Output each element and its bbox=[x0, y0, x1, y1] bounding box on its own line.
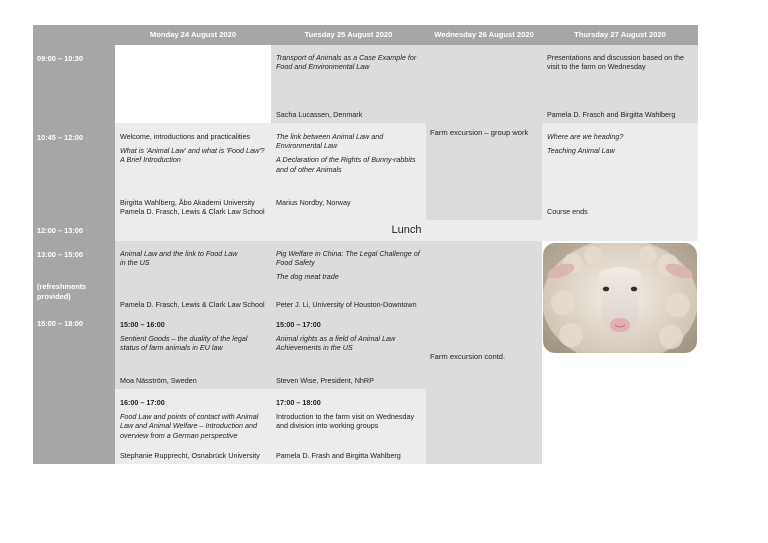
mon-slot-2 bbox=[115, 123, 271, 220]
time-slot-4-range: 13:00 – 15:00 bbox=[37, 250, 84, 259]
speaker: Pamela D. Frasch, Lewis & Clark Law School bbox=[120, 206, 265, 216]
speaker: Steven Wise, President, NhRP bbox=[276, 375, 374, 385]
session-title: Introduction to the farm visit on Wednesday and division into working groups bbox=[276, 412, 415, 431]
session-title: The link between Animal Law and Environmental Law bbox=[276, 132, 384, 151]
session-time: 15:00 – 17:00 bbox=[276, 320, 321, 329]
header-thursday: Thursday 27 August 2020 bbox=[542, 25, 698, 45]
excursion-label: Farm excursion contd. bbox=[430, 351, 506, 361]
session-time: 15:00 – 16:00 bbox=[120, 320, 165, 329]
tue-slot-1 bbox=[271, 45, 426, 123]
session-title: Welcome, introductions and practicalities bbox=[120, 132, 251, 141]
wed-excursion-group-work bbox=[426, 45, 542, 220]
thu-slot-1 bbox=[542, 45, 698, 123]
header-monday: Monday 24 August 2020 bbox=[115, 25, 271, 45]
wed-excursion-contd bbox=[426, 241, 542, 464]
time-slot-5: 15:00 – 18:00 bbox=[33, 313, 115, 464]
tue-slot-6 bbox=[271, 389, 426, 464]
time-slot-2: 10:45 – 12:00 bbox=[33, 123, 115, 220]
session-time: 16:00 – 17:00 bbox=[120, 398, 165, 407]
header-corner bbox=[33, 25, 115, 45]
speaker: Peter J. Li, University of Houston-Downtown bbox=[276, 299, 417, 309]
header-tuesday: Tuesday 25 August 2020 bbox=[271, 25, 426, 45]
speaker: Pamela D. Frasch, Lewis & Clark Law School bbox=[120, 299, 265, 309]
session-title: Transport of Animals as a Case Example for Food and Environmental Law bbox=[276, 53, 417, 72]
time-slot-1: 09:00 – 10:30 bbox=[33, 45, 115, 123]
speaker: Pamela D. Frash and Birgitta Wahlberg bbox=[276, 450, 401, 460]
mon-slot-1-empty bbox=[115, 45, 271, 123]
mon-slot-6 bbox=[115, 389, 271, 464]
lunch-banner: Lunch bbox=[115, 220, 698, 241]
session-title: Sentient Goods – the duality of the legal status of farm animals in EU law bbox=[120, 334, 248, 353]
speaker: Marius Nordby, Norway bbox=[276, 197, 351, 207]
mon-slot-4 bbox=[115, 241, 271, 313]
session-time: 17:00 – 18:00 bbox=[276, 398, 321, 407]
session-title: Food Law and points of contact with Animal Law and Animal Welfare – Introduction and overview from a German perspective bbox=[120, 412, 259, 440]
tue-slot-2 bbox=[271, 123, 426, 220]
session-title: Achievements in the US bbox=[276, 343, 353, 353]
speaker: Birgitta Wahlberg, Åbo Akademi University bbox=[120, 197, 255, 207]
session-title: Presentations and discussion based on the visit to the farm on Wednesday bbox=[547, 53, 685, 72]
session-title: Animal rights as a field of Animal Law bbox=[276, 334, 396, 344]
session-title: Animal Law and the link to Food Law in the US bbox=[120, 249, 238, 268]
session-title: Teaching Animal Law bbox=[547, 146, 615, 156]
mon-slot-5 bbox=[115, 313, 271, 389]
excursion-label: Farm excursion – group work bbox=[430, 127, 529, 137]
session-title: The dog meat trade bbox=[276, 272, 339, 282]
tue-slot-5 bbox=[271, 313, 426, 389]
sheep-photo bbox=[543, 243, 697, 353]
speaker: Sacha Lucassen, Denmark bbox=[276, 109, 363, 119]
time-slot-lunch: 12:00 – 13:00 bbox=[33, 220, 115, 241]
header-wednesday: Wednesday 26 August 2020 bbox=[426, 25, 542, 45]
time-slot-4 bbox=[33, 241, 115, 313]
tue-slot-4 bbox=[271, 241, 426, 313]
speakers bbox=[120, 198, 267, 216]
time-slot-4-note: (refreshments provided) bbox=[37, 282, 87, 301]
session-title: Pig Welfare in China: The Legal Challenge of Food Safety bbox=[276, 249, 420, 268]
session-title: A Declaration of the Rights of Bunny-rabbits and of other Animals bbox=[276, 155, 416, 174]
speaker: Pamela D. Frasch and Birgitta Wahlberg bbox=[547, 109, 676, 119]
speaker: Moa Näsström, Sweden bbox=[120, 375, 197, 385]
session-title: Where are we heading? bbox=[547, 132, 624, 141]
speaker: Stephanie Rupprecht, Osnabrück University bbox=[120, 450, 260, 460]
course-ends: Course ends bbox=[547, 206, 588, 216]
session-subtitle: What is 'Animal Law' and what is 'Food Law'? A Brief Introduction bbox=[120, 146, 265, 165]
thu-slot-2 bbox=[542, 123, 698, 220]
